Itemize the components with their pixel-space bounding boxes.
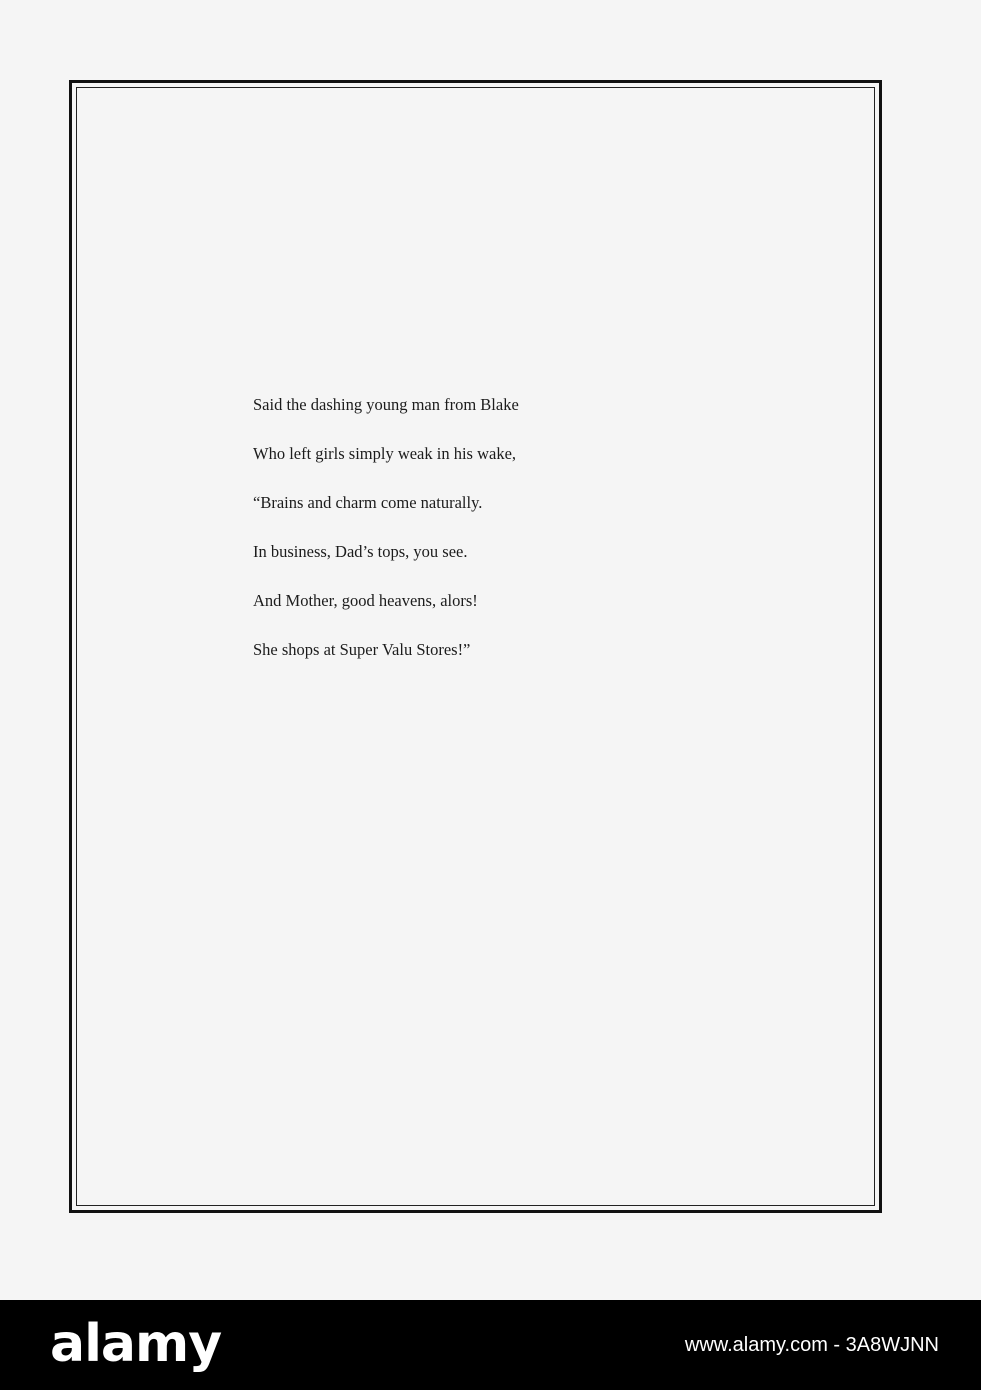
poem-line-3: “Brains and charm come naturally. bbox=[253, 493, 483, 512]
poem-line-2: Who left girls simply weak in his wake, bbox=[253, 444, 517, 463]
alamy-logo: alamy bbox=[50, 1314, 222, 1374]
watermark-footer-bar bbox=[0, 1300, 981, 1390]
limerick-verse bbox=[253, 395, 519, 689]
poem-line-5: And Mother, good heavens, alors! bbox=[253, 591, 478, 610]
poem-line-6: She shops at Super Valu Stores!” bbox=[253, 640, 471, 659]
poem-line-1: Said the dashing young man from Blake bbox=[253, 395, 519, 414]
image-reference-url: www.alamy.com - 3A8WJNN bbox=[684, 1334, 939, 1356]
poem-line-4: In business, Dad’s tops, you see. bbox=[253, 542, 468, 561]
